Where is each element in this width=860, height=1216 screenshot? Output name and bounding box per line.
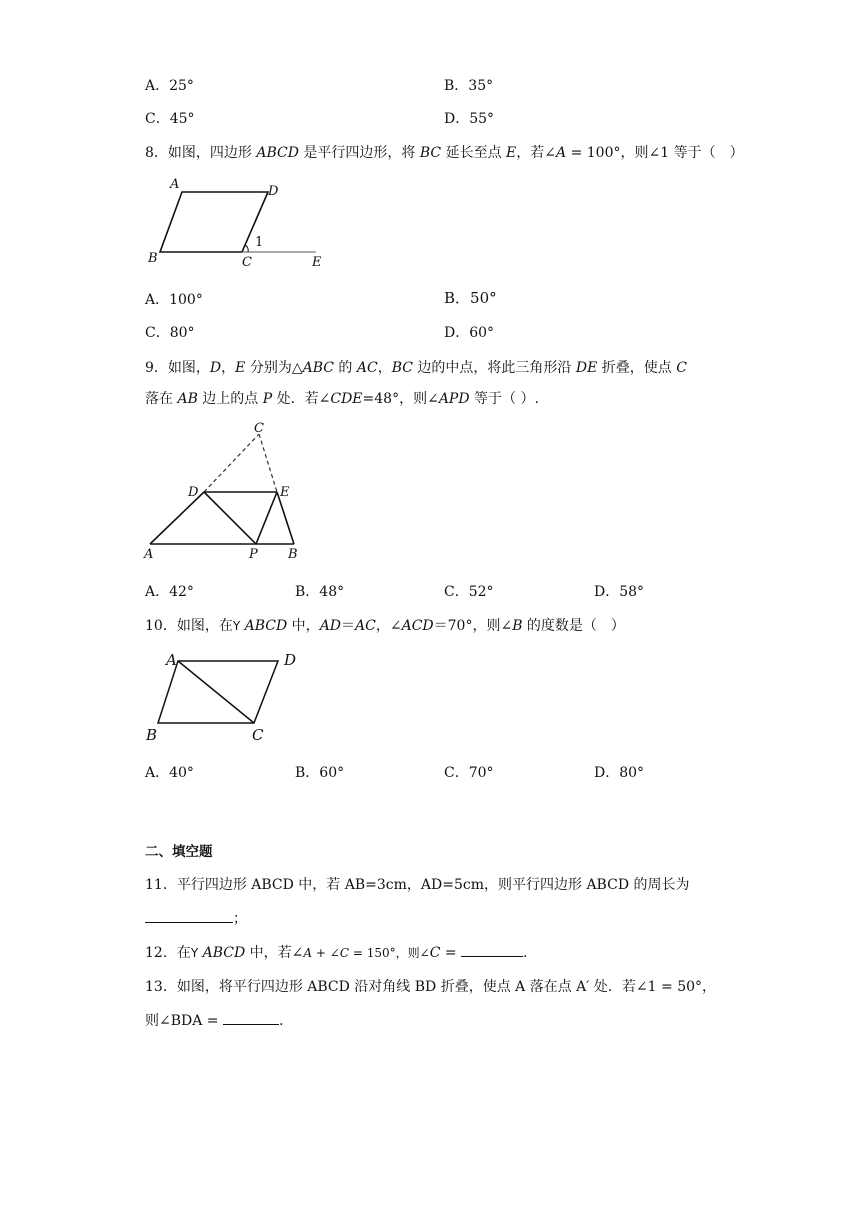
q9-text: 9．如图， — [145, 360, 210, 376]
q8-text: = 100°，则∠1 等于（ ） — [566, 145, 744, 161]
q12-text: = 150°，则∠ — [349, 946, 430, 960]
q9-text: 的 — [333, 360, 357, 376]
q9-text: 分别为△ — [245, 360, 303, 376]
q12-var-abcd: ABCD — [202, 945, 246, 961]
q13-answer-blank[interactable] — [223, 1012, 279, 1025]
q10-text: ＝ — [341, 618, 356, 634]
q11-question-line1: 11．平行四边形 ABCD 中，若 AB=3cm，AD=5cm，则平行四边形 ABCD 的周长为 — [145, 877, 690, 893]
q12-text: + ∠ — [312, 946, 340, 960]
q9-option-c: C．52° — [444, 584, 494, 600]
q9-var-bc: BC — [391, 360, 413, 376]
q10-parallelogram-shape — [158, 661, 278, 723]
q9-segment-dp — [204, 492, 256, 544]
q8-var-bc: BC — [419, 145, 442, 161]
q10-option-b: B．60° — [295, 765, 345, 781]
q8-var-abcd: ABCD — [256, 145, 299, 161]
q12-question — [145, 942, 528, 962]
q9-var-p: P — [262, 391, 273, 407]
q8-parallelogram-shape — [160, 192, 268, 252]
q10-label-b: B — [146, 726, 158, 744]
q12-text: . — [523, 945, 528, 961]
q8-var-e: E — [506, 145, 517, 161]
q10-option-a: A．40° — [145, 765, 194, 781]
q9-text: 边上的点 — [197, 391, 263, 407]
q9-var-ab: AB — [177, 391, 198, 407]
q8-text: ，若∠ — [516, 145, 557, 161]
q8-label-a: A — [170, 177, 180, 192]
q13-text: 则∠BDA = — [145, 1013, 223, 1029]
q7-option-c: C．45° — [145, 111, 195, 127]
q12-text: 中，若∠ — [245, 945, 304, 961]
q8-option-d: D．60° — [444, 325, 495, 341]
q9-var-apd: APD — [438, 391, 470, 407]
q8-var-a: A — [556, 145, 567, 161]
q12-answer-blank[interactable] — [461, 944, 523, 957]
q9-label-e: E — [280, 485, 290, 500]
q8-option-a: A．100° — [145, 292, 203, 308]
q9-label-a: A — [144, 547, 154, 562]
q10-var-b: B — [512, 618, 523, 634]
q8-parallelogram-figure — [140, 172, 340, 272]
q10-text: 中， — [287, 618, 320, 634]
q10-var-ad: AD — [319, 618, 342, 634]
q8-label-b: B — [148, 251, 158, 266]
q9-label-d: D — [188, 485, 199, 500]
q9-triangle-figure — [140, 418, 320, 563]
q9-fold-dashed-dc — [204, 434, 259, 492]
q7-option-d: D．55° — [444, 111, 495, 127]
q10-option-d: D．80° — [594, 765, 645, 781]
q10-label-c: C — [252, 726, 264, 744]
q10-diagonal-ac — [178, 661, 254, 723]
q9-var-cde: CDE — [330, 391, 363, 407]
q9-text: 处．若∠ — [272, 391, 331, 407]
q8-text: 延长至点 — [441, 145, 507, 161]
q11-answer-blank[interactable] — [145, 910, 233, 923]
q10-var-acd: ACD — [401, 618, 434, 634]
q9-question-line1 — [145, 357, 687, 377]
q7-option-b: B．35° — [444, 78, 494, 94]
section-fill-in-blank-title: 二、填空题 — [145, 844, 213, 860]
q10-text: 的度数是（ ） — [522, 618, 625, 634]
q8-label-d: D — [268, 184, 279, 199]
q9-text: 落在 — [145, 391, 178, 407]
q9-label-p: P — [249, 547, 258, 562]
q9-fold-dashed-ce — [259, 434, 277, 492]
q10-question — [145, 615, 625, 635]
q11-question-line2 — [145, 908, 247, 928]
q9-var-abc: ABC — [302, 360, 334, 376]
q12-text: = — [440, 945, 462, 961]
q9-text: ， — [221, 360, 236, 376]
q10-text: ，∠ — [375, 618, 402, 634]
q12-var-c: C — [339, 946, 350, 960]
q10-text: ＝70°，则∠ — [433, 618, 513, 634]
q13-text: . — [278, 1013, 284, 1029]
q9-question-line2 — [145, 388, 539, 408]
q12-var-a: A — [303, 946, 313, 960]
q10-label-a: A — [166, 651, 177, 669]
q9-var-de: DE — [575, 360, 598, 376]
q9-var-d: D — [209, 360, 222, 376]
q8-label-c: C — [242, 255, 252, 270]
q7-option-a: A．25° — [145, 78, 194, 94]
q9-text: 边的中点，将此三角形沿 — [412, 360, 576, 376]
q8-label-e: E — [312, 255, 322, 270]
q8-angle-arc — [245, 245, 248, 252]
q8-text: 是平行四边形，将 — [298, 145, 420, 161]
q9-text: 折叠，使点 — [597, 360, 677, 376]
q9-label-b: B — [288, 547, 298, 562]
q9-option-a: A．42° — [145, 584, 194, 600]
q10-parallelogram-figure — [140, 648, 340, 748]
q9-text: =48°，则∠ — [362, 391, 439, 407]
q12-text: 12．在 — [145, 945, 191, 961]
q12-parallelogram-symbol: Y — [190, 946, 199, 960]
q13-question-line1: 13．如图，将平行四边形 ABCD 沿对角线 BD 折叠，使点 A 落在点 A′ 处．若∠1 = 50°， — [145, 979, 717, 995]
q9-var-c: C — [676, 360, 687, 376]
q9-var-e: E — [235, 360, 246, 376]
q10-label-d: D — [284, 651, 297, 669]
q11-text: ； — [233, 911, 247, 927]
q9-text: ， — [377, 360, 392, 376]
q9-label-c: C — [254, 421, 264, 436]
q13-question-line2 — [145, 1010, 283, 1030]
q12-var-c: C — [429, 945, 441, 961]
q8-option-b: B．50° — [444, 289, 497, 307]
q10-parallelogram-symbol: Y — [232, 619, 241, 633]
q10-var-abcd: ABCD — [244, 618, 288, 634]
q8-text: 8．如图，四边形 — [145, 145, 257, 161]
q10-var-ac: AC — [355, 618, 376, 634]
q9-text: 等于（ ）. — [469, 391, 539, 407]
q8-option-c: C．80° — [145, 325, 195, 341]
q9-segment-pe — [256, 492, 277, 544]
q8-question — [145, 142, 744, 162]
q9-var-ac: AC — [356, 360, 378, 376]
q9-option-b: B．48° — [295, 584, 345, 600]
q10-text: 10．如图，在 — [145, 618, 233, 634]
q8-label-angle-1: 1 — [255, 235, 264, 250]
q9-option-d: D．58° — [594, 584, 645, 600]
q10-option-c: C．70° — [444, 765, 494, 781]
